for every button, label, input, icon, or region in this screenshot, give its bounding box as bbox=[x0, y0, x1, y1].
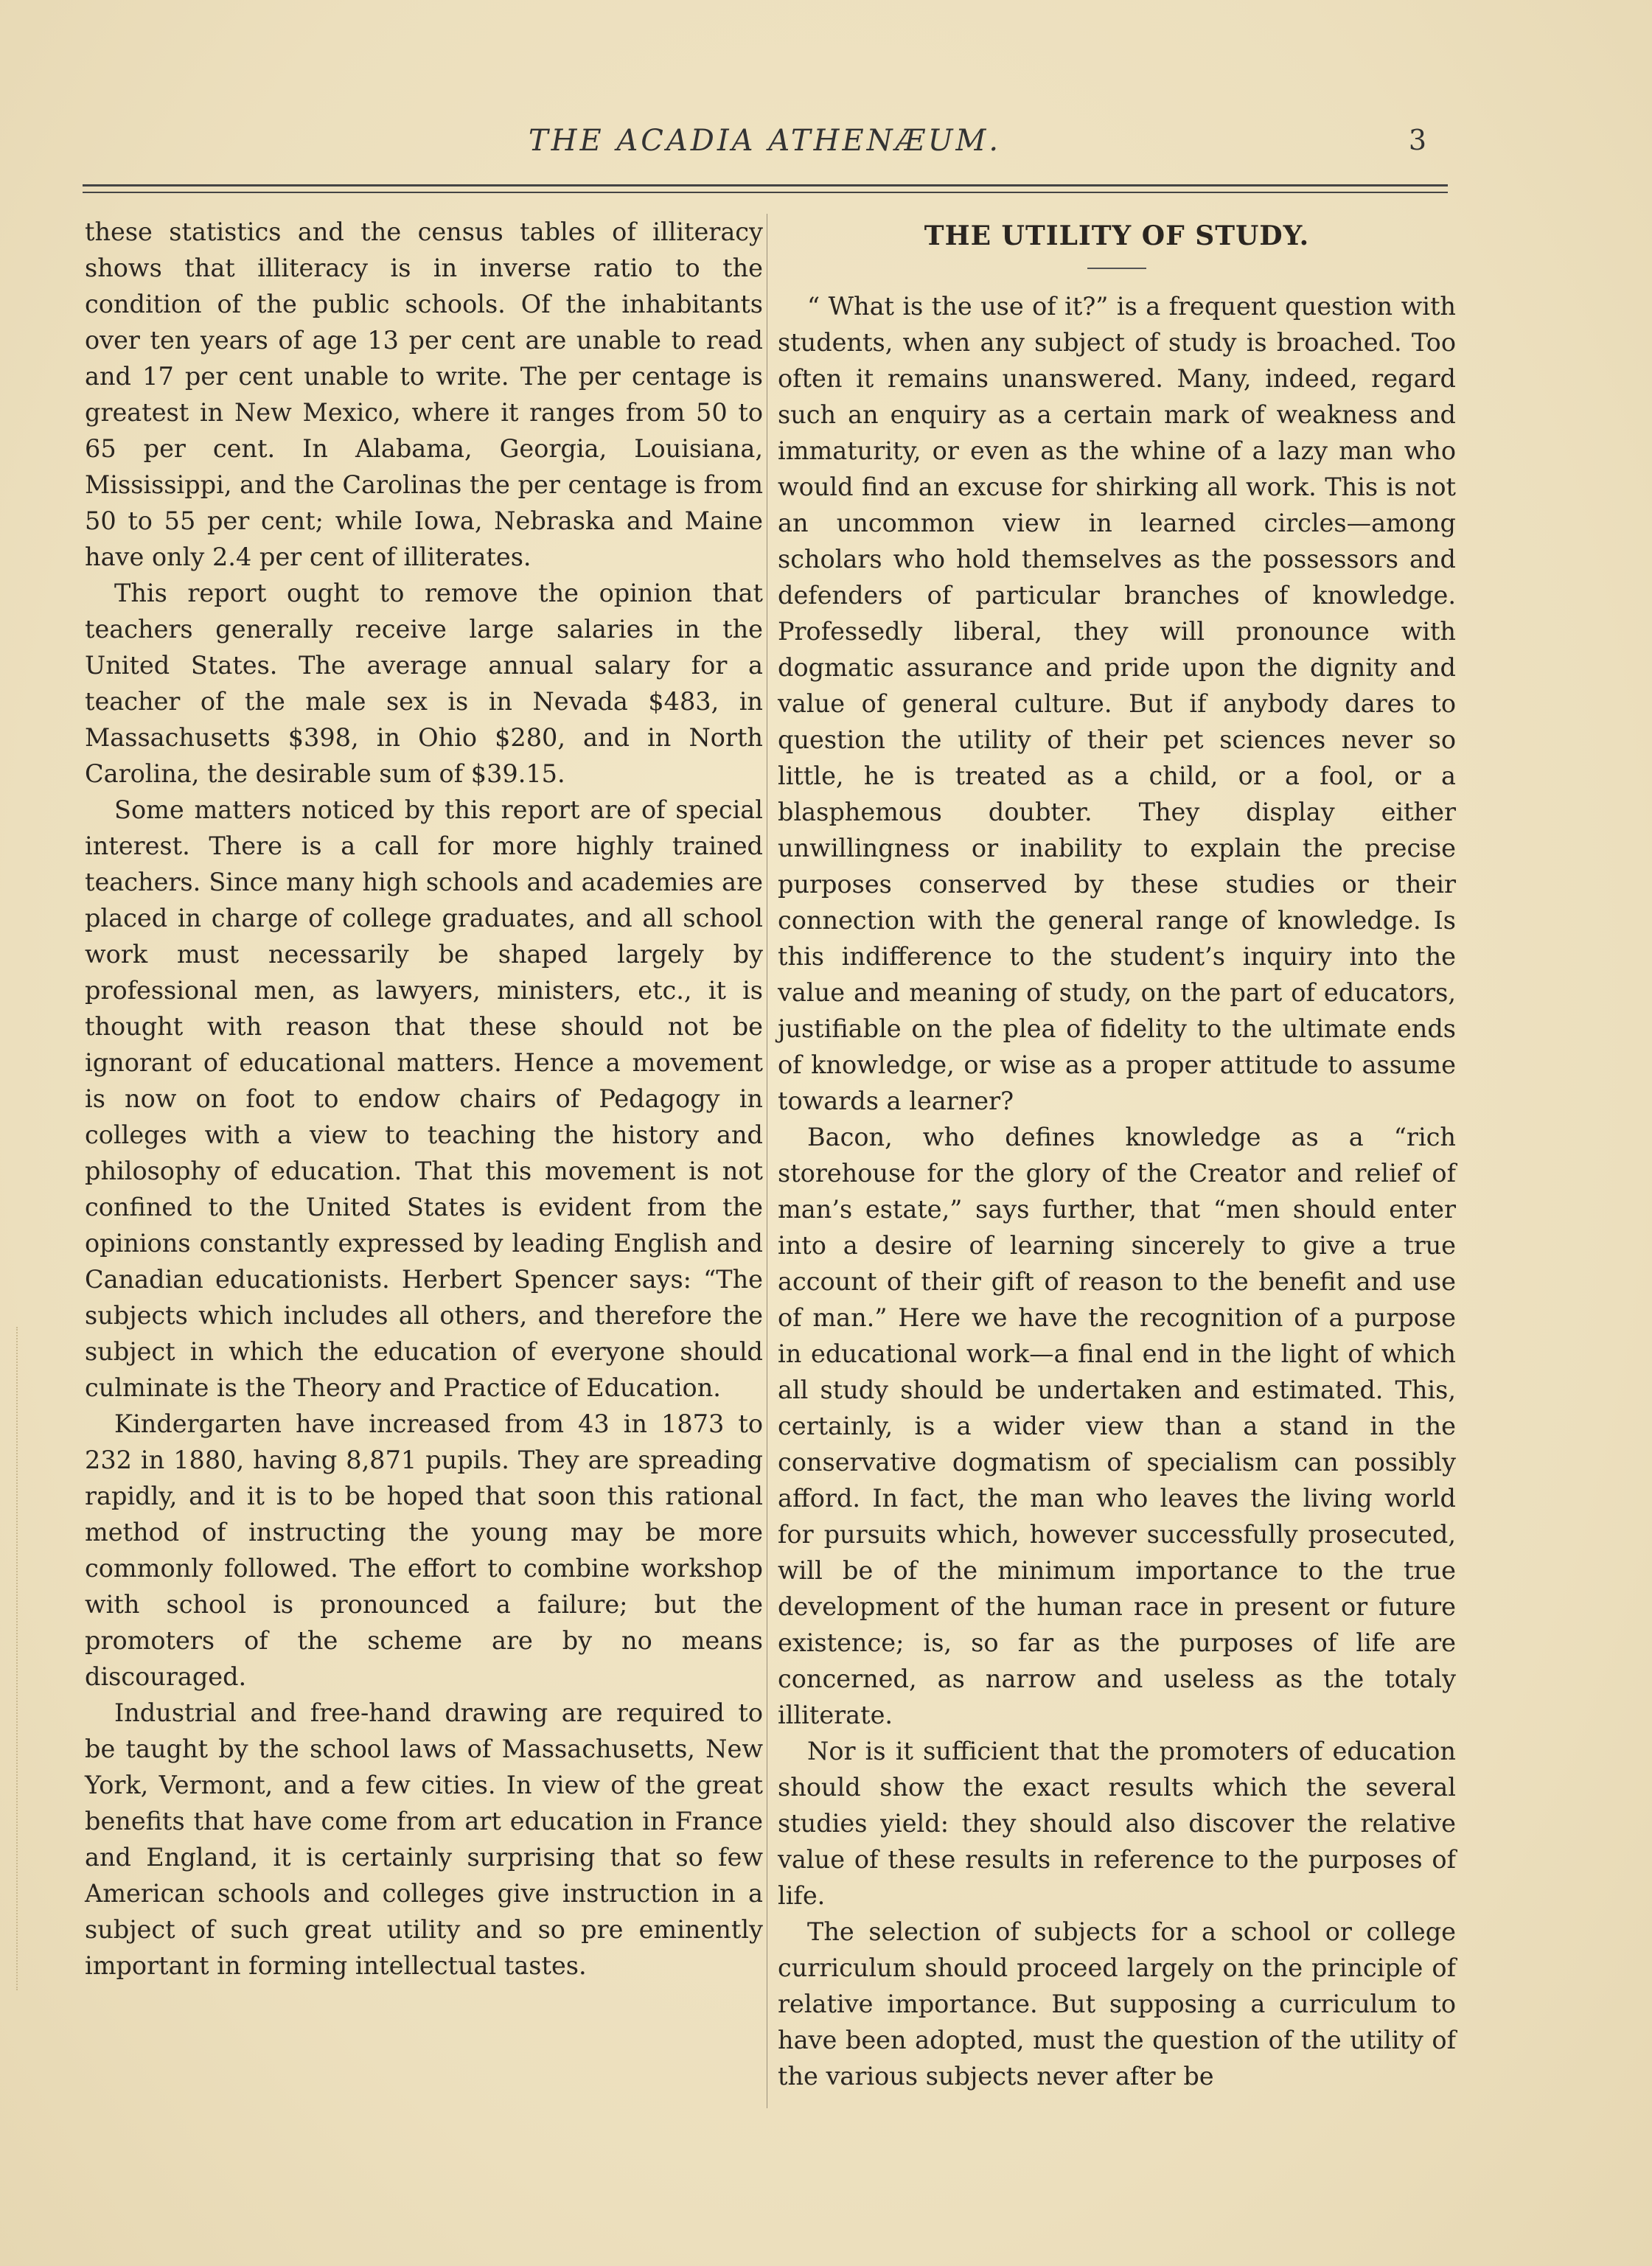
right-paragraph-2: Bacon, who defines knowledge as a “rich storehouse for the glory of the Creator and relief of man’s estate,” says further, that “men should enter into a desire of learning sincerely to give a true account of their gift of reason to the benefit and use of man.” Here we have the recognition of a purpose in educational work—a final end in the light of which all study should be undertaken and estimated. This, certainly, is a wider view than a stand in the conservative dogmatism of specialism can possibly afford. In fact, the man who leaves the living world for pursuits which, however successfully prosecuted, will be of the minimum importance to the true development of the human race in present or future existence; is, so far as the purposes of life are concerned, as narrow and useless as the totaly illiterate. bbox=[778, 1123, 1456, 1729]
margin-binding-marks bbox=[16, 1327, 21, 1990]
title-rule bbox=[1087, 268, 1146, 269]
left-paragraph-5: Industrial and free-hand drawing are required to be taught by the school laws of Massachusetts, New York, Vermont, and a few cities. In view of the great benefits that have come from art education in France and England, it is certainly surprising that so few American schools and colleges give instruction in a subject of such great utility and so pre eminently important in forming intellectual tastes. bbox=[85, 1698, 763, 1980]
left-paragraph-4: Kindergarten have increased from 43 in 1873 to 232 in 1880, having 8,871 pupils. They are spreading rapidly, and it is to be hoped that soon this rational method of instructing the young may be more commonly followed. The effort to combine workshop with school is pronounced a failure; but the promoters of the scheme are by no means discouraged. bbox=[85, 1409, 763, 1691]
left-paragraph-3: Some matters noticed by this report are of special interest. There is a call for more highly trained teachers. Since many high schools and academies are placed in charge of college graduates, and all school work must necessarily be shaped largely by professional men, as lawyers, ministers, etc., it is thought with reason that these should not be ignorant of educational matters. Hence a movement is now on foot to endow chairs of Pedagogy in colleges with a view to teaching the history and philosophy of education. That this movement is not confined to the United States is evident from the opinions constantly expressed by leading English and Canadian educationists. Herbert Spencer says: “The subjects which includes all others, and therefore the subject in which the education of everyone should culminate is the Theory and Practice of Education. bbox=[85, 795, 763, 1402]
right-column bbox=[778, 214, 1456, 2094]
left-paragraph-2: This report ought to remove the opinion that teachers generally receive large salaries in the United States. The average annual salary for a teacher of the male sex is in Nevada $483, in Massachusetts $398, in Ohio $280, and in North Carolina, the desirable sum of $39.15. bbox=[85, 579, 763, 788]
page-header bbox=[81, 124, 1449, 175]
page-number: 3 bbox=[1408, 124, 1426, 156]
right-paragraph-1: “ What is the use of it?” is a frequent question with students, when any subject of study is broached. Too often it remains unanswered. Many, indeed, regard such an enquiry as a certain mark of weakness and immaturity, or even as the whine of a lazy man who would find an excuse for shirking all work. This is not an uncommon view in learned circles—among scholars who hold themselves as the possessors and defenders of particular branches of knowledge. Professedly liberal, they will pronounce with dogmatic assurance and pride upon the dignity and value of general culture. But if anybody dares to question the utility of their pet sciences never so little, he is treated as a child, or a fool, or a blasphemous doubter. They display either unwillingness or inability to explain the precise purposes conserved by these studies or their connection with the general range of knowledge. Is this indifference to the student’s inquiry into the value and meaning of study, on the part of educators, justifiable on the plea of fidelity to the ultimate ends of knowledge, or wise as a proper attitude to assume towards a learner? bbox=[778, 292, 1456, 1115]
left-column bbox=[85, 214, 763, 1984]
right-paragraph-4: The selection of subjects for a school or college curriculum should proceed largely on the principle of relative importance. But supposing a curriculum to have been adopted, must the question of the utility of the various subjects never after be bbox=[778, 1917, 1456, 2091]
article-title: THE UTILITY OF STUDY. bbox=[924, 220, 1310, 251]
left-paragraph-1: these statistics and the census tables of illiteracy shows that illiteracy is in inverse ratio to the condition of the public schools. Of the inhabitants over ten years of age 13 per cent are unable to read and 17 per cent unable to write. The per centage is greatest in New Mexico, where it ranges from 50 to 65 per cent. In Alabama, Georgia, Louisiana, Mississippi, and the Carolinas the per centage is from 50 to 55 per cent; while Iowa, Nebraska and Maine have only 2.4 per cent of illiterates. bbox=[85, 217, 763, 571]
header-rule-bottom bbox=[83, 192, 1448, 193]
right-paragraph-3: Nor is it sufficient that the promoters of education should show the exact results which the several studies yield: they should also discover the relative value of these results in reference to the purposes of life. bbox=[778, 1737, 1456, 1910]
journal-title: THE ACADIA ATHENÆUM. bbox=[528, 124, 1002, 158]
header-rule-top bbox=[83, 184, 1448, 186]
